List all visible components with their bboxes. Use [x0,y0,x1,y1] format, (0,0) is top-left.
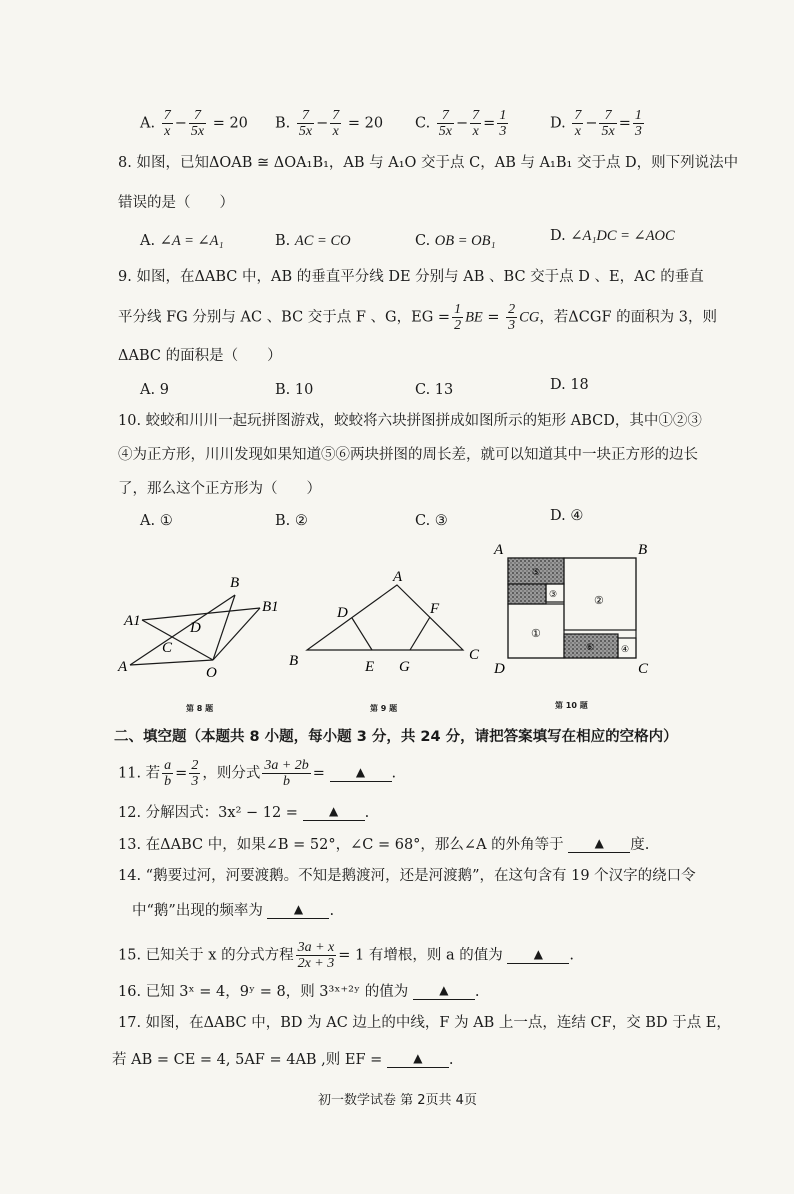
figure-9 [285,565,490,685]
q10-option-d: D. ④ [550,508,584,524]
fig10-piece-2: ② [594,595,604,607]
q7-option-a: A. $\frac{7}{x}$ − $\frac{7}{5x}$ = 20 [140,108,248,139]
q9-option-d: D. 18 [550,377,589,393]
fig8-label-o: O [206,665,217,681]
q10-option-b: B. ② [275,513,308,529]
fig10-piece-5: ⑤ [532,567,541,577]
fig10-piece-1: ① [531,628,541,640]
q12-answer-blank[interactable]: ▲ [303,806,365,821]
fig9-label-a: A [393,569,403,585]
q10-option-c: C. ③ [415,513,448,529]
q13: 13. 在ΔABC 中，如果∠B = 52°，∠C = 68°，那么∠A 的外角等于 ▲ 度. [118,836,650,853]
fig9-label-e: E [365,659,375,675]
fig9-label-g: G [399,659,410,675]
q8-line1: 8. 如图，已知ΔOAB ≅ ΔOA₁B₁，AB 与 A₁O 交于点 C，AB 与 A₁B₁ 交于点 D，则下列说法中 [118,155,739,171]
q14-answer-blank[interactable]: ▲ [267,904,329,919]
q15: 15. 已知关于 x 的分式方程 $\frac{3a + x}{2x + 3}$ = 1 有增根，则 a 的值为 ▲ . [118,940,574,971]
q16: 16. 已知 3ˣ = 4，9ʸ = 8，则 3³ˣ⁺²ʸ 的值为 ▲ . [118,983,480,1000]
q9-option-a: A. 9 [140,382,169,398]
page-footer: 初一数学试卷 第 2页共 4页 [318,1093,477,1108]
fig10-piece-3: ③ [549,589,558,599]
q10-line1: 10. 蛟蛟和川川一起玩拼图游戏，蛟蛟将六块拼图拼成如图所示的矩形 ABCD，其中①②③ [118,413,702,429]
q10-line3: 了，那么这个正方形为（ ） [118,481,321,497]
q11-answer-blank[interactable]: ▲ [330,767,392,782]
fig10-piece-4: ④ [621,644,630,654]
q15-answer-blank[interactable]: ▲ [507,949,569,964]
fig10-label-b: B [638,542,648,558]
q8-line2: 错误的是（ ） [118,195,234,211]
q7-option-d: D. $\frac{7}{x}$ − $\frac{7}{5x}$ = $\frac{1}{3}$ [550,108,642,139]
fig8-label-d: D [190,620,201,636]
q9-option-b: B. 10 [275,382,314,398]
q16-answer-blank[interactable]: ▲ [413,985,475,1000]
q17-line1: 17. 如图，在ΔABC 中，BD 为 AC 边上的中线，F 为 AB 上一点，连结 CF，交 BD 于点 E， [118,1015,731,1031]
q8-option-d: D. ∠A₁DC = ∠AOC [550,228,675,244]
q10-option-a: A. ① [140,513,173,529]
q8-option-c: C. OB = OB₁ [415,233,496,249]
fig9-label-f: F [430,601,440,617]
q8-option-b: B. AC = CO [275,233,351,249]
q7-option-b: B. $\frac{7}{5x}$ − $\frac{7}{x}$ = 20 [275,108,384,139]
q17-line2: 若 AB = CE = 4, 5AF = 4AB ,则 EF = ▲ . [112,1051,454,1068]
q10-line2: ④为正方形，川川发现如果知道⑤⑥两块拼图的周长差，就可以知道其中一块正方形的边长 [118,447,698,463]
fig10-label-c: C [638,661,649,677]
fig10-caption: 第 10 题 [555,701,588,710]
q9-option-c: C. 13 [415,382,454,398]
fig8-label-b1: B1 [262,599,279,615]
q11: 11. 若 $\frac{a}{b}$ = $\frac{2}{3}$ ，则分式 $\frac{3a + 2b}{b}$ = ▲ . [118,758,397,789]
q8-option-a: A. ∠A = ∠A₁ [140,233,224,249]
fig8-label-a: A [118,659,128,675]
q14-line2: 中“鹅”出现的频率为 ▲ . [132,902,335,919]
fig10-piece-6: ⑥ [586,642,595,652]
fig9-label-c: C [469,647,480,663]
fig8-caption: 第 8 题 [186,704,214,713]
fig10-label-a: A [494,542,504,558]
figure-8 [110,565,295,690]
q9-line3: ΔABC 的面积是（ ） [118,348,282,364]
figure-10 [488,540,658,680]
fig10-label-d: D [494,661,505,677]
fig9-label-d: D [337,605,348,621]
q13-answer-blank[interactable]: ▲ [568,838,630,853]
section-2-title: 二、填空题（本题共 8 小题，每小题 3 分，共 24 分，请把答案填写在相应的空格内） [114,729,678,745]
fig9-caption: 第 9 题 [370,704,398,713]
fig8-label-c: C [162,640,173,656]
q14-line1: 14. “鹅要过河，河要渡鹅。不知是鹅渡河，还是河渡鹅”，在这句含有 19 个汉字的绕口令 [118,868,696,884]
q9-line1: 9. 如图，在ΔABC 中，AB 的垂直平分线 DE 分别与 AB 、BC 交于点 D 、E，AC 的垂直 [118,269,704,285]
q9-line2: 平分线 FG 分别与 AC 、BC 交于点 F 、G，EG = $\frac{1}{2}$ BE = $\frac{2}{3}$ CG，若ΔCGF 的面积为 3，则 [118,302,717,333]
q17-answer-blank[interactable]: ▲ [387,1053,449,1068]
fig8-label-b: B [230,575,240,591]
fig9-label-b: B [289,653,299,669]
fig8-label-a1: A1 [124,613,141,629]
q7-option-c: C. $\frac{7}{5x}$ − $\frac{7}{x}$ = $\frac{1}{3}$ [415,108,507,139]
q12: 12. 分解因式：3x² − 12 = ▲ . [118,804,370,821]
